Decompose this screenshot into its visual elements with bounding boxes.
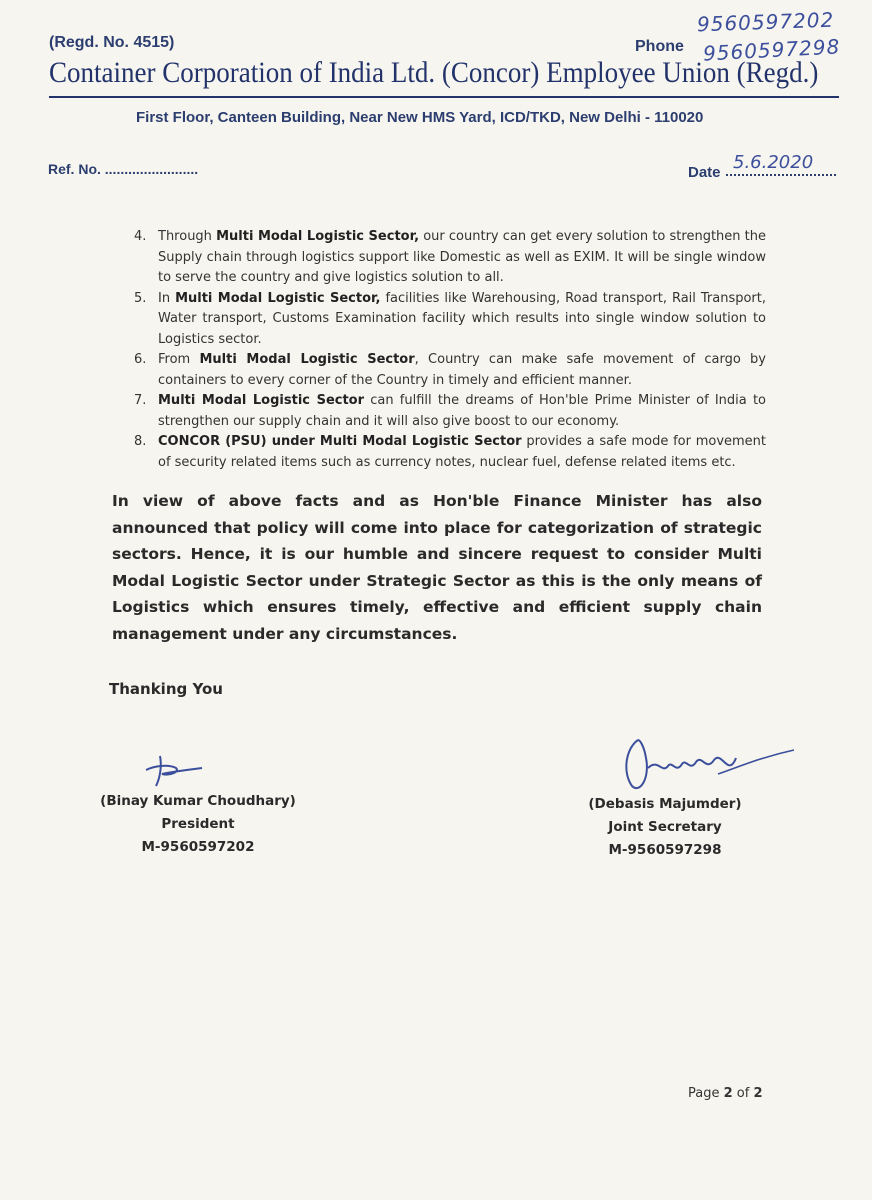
item-number: 8.: [134, 434, 147, 449]
item-bold: Multi Modal Logistic Sector: [158, 393, 365, 408]
item-bold: CONCOR (PSU) under Multi Modal Logistic Sector: [158, 434, 522, 449]
page-number: [688, 1086, 763, 1101]
handwritten-phone-1: 9560597202: [696, 7, 835, 37]
item-bold: Multi Modal Logistic Sector,: [175, 290, 381, 306]
date-label: Date: [688, 164, 721, 181]
list-item: [134, 350, 766, 391]
signatory-name: (Binay Kumar Choudhary): [100, 793, 296, 809]
signatory-title: President: [161, 816, 235, 832]
item-number: 4.: [134, 229, 147, 244]
signature-binay: [140, 748, 210, 788]
signatory-mobile: M-9560597202: [141, 839, 255, 855]
item-text: our country can get every solution to strengthen the Supply chain through logistics support like Domestic as well as EXIM. It will be single window to serve the country and give logistics solution to all.: [158, 229, 767, 285]
signatory-mobile: M-9560597298: [608, 842, 722, 858]
item-text: can fulfill the dreams of Hon'ble Prime Minister of India to strengthen our supply chain and it will also give boost to our economy.: [158, 393, 766, 429]
list-item: [134, 432, 766, 473]
page-mid: of: [732, 1086, 754, 1101]
header-rule: [49, 96, 839, 98]
list-item: [134, 227, 766, 289]
request-paragraph: In view of above facts and as Hon'ble Finance Minister has also announced that policy will come into place for categorization of strategic sectors. Hence, it is our humble and sincere request to consider Multi Modal Logistic Sector under Strategic Sector as this is the only means of Logistics which ensures timely, effective and efficient supply chain management under any circumstances.: [112, 492, 762, 643]
date-dotted-line: [726, 174, 836, 176]
organization-name: Container Corporation of India Ltd. (Concor) Employee Union (Regd.): [49, 56, 819, 89]
closing-line: Thanking You: [109, 680, 223, 698]
list-item: [134, 391, 766, 432]
page-total: 2: [753, 1086, 763, 1101]
registration-number: (Regd. No. 4515): [49, 34, 175, 51]
handwritten-phone-2: 9560597298: [702, 34, 841, 66]
item-number: 5.: [134, 290, 147, 306]
signature-debasis: [618, 728, 798, 798]
item-lead: From: [158, 352, 200, 367]
handwritten-date: 5.6.2020: [733, 152, 814, 173]
signatory-right: [565, 793, 765, 862]
address: First Floor, Canteen Building, Near New HMS Yard, ICD/TKD, New Delhi - 110020: [136, 109, 704, 126]
page-current: 2: [723, 1086, 733, 1101]
page-prefix: Page: [688, 1086, 724, 1101]
points-list: [134, 227, 766, 473]
item-lead: Through: [158, 229, 217, 244]
item-number: 6.: [134, 352, 147, 367]
item-text: facilities like Warehousing, Road transport, Rail Transport, Water transport, Customs Examination facility which results into single window solution to Logistics sector.: [158, 290, 766, 347]
item-bold: Multi Modal Logistic Sector,: [216, 229, 420, 244]
item-text: provides a safe mode for movement of security related items such as currency notes, nuclear fuel, defense related items etc.: [158, 434, 767, 470]
phone-label: Phone: [635, 38, 684, 55]
signatory-title: Joint Secretary: [608, 819, 722, 835]
item-number: 7.: [134, 393, 147, 408]
reference-number: Ref. No. ........................: [48, 161, 199, 177]
item-lead: In: [158, 290, 176, 306]
signatory-name: (Debasis Majumder): [588, 796, 742, 812]
list-item: [134, 289, 766, 351]
item-text: , Country can make safe movement of cargo by containers to every corner of the Country in timely and efficient manner.: [158, 352, 766, 388]
item-bold: Multi Modal Logistic Sector: [199, 352, 415, 367]
signatory-left: [98, 790, 298, 859]
